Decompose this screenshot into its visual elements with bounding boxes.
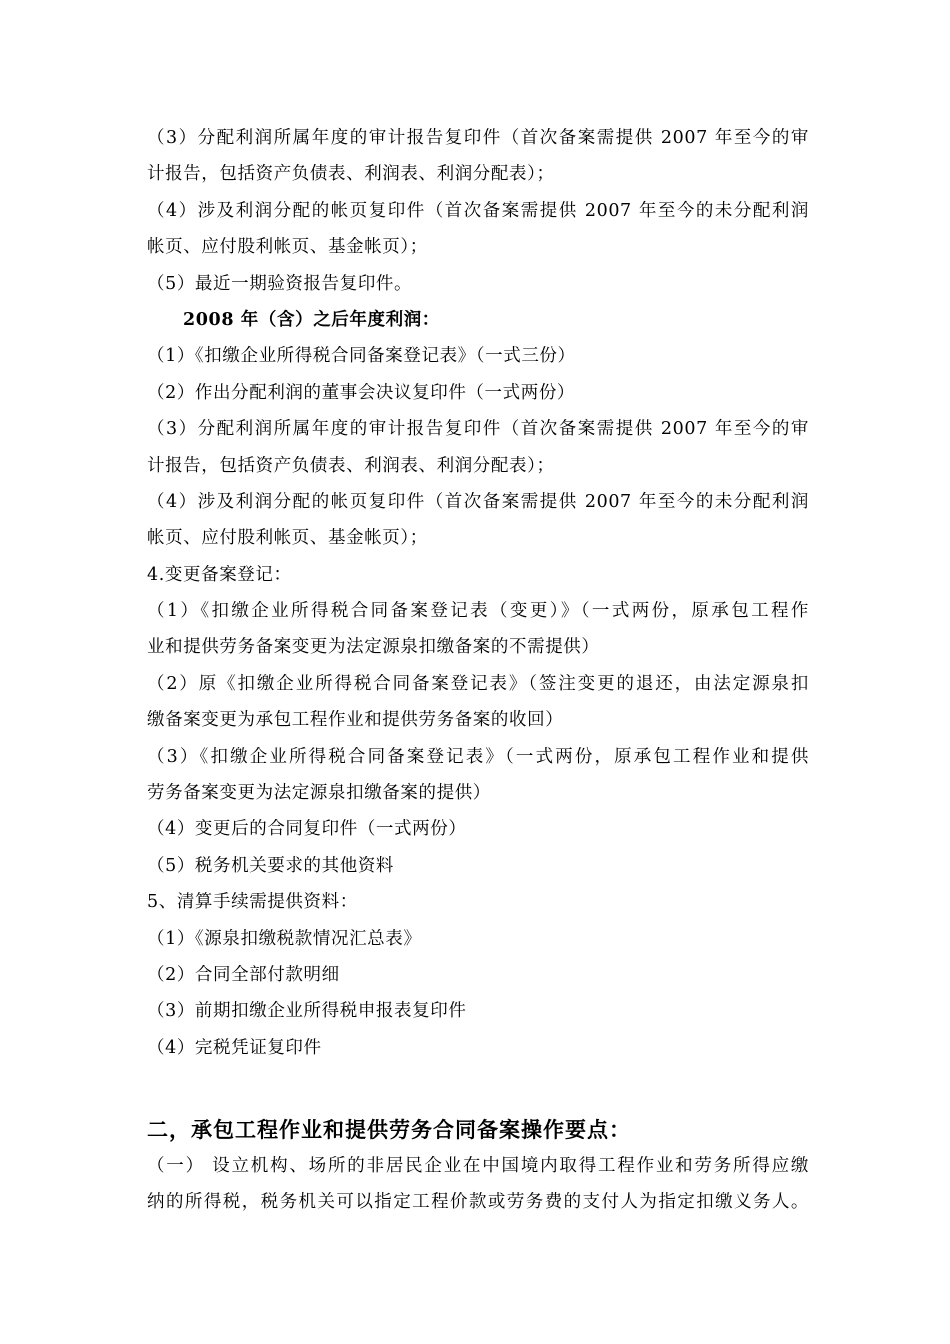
text-line: （1）《源泉扣缴税款情况汇总表》 <box>147 928 422 949</box>
section-heading: 二，承包工程作业和提供劳务合同备案操作要点： <box>147 1117 631 1142</box>
text-line: 缴备案变更为承包工程作业和提供劳务备案的收回） <box>147 710 564 731</box>
text-line: （2）原《扣缴企业所得税合同备案登记表》（签注变更的退还，由法定源泉扣 <box>147 673 809 694</box>
text-line: 业和提供劳务备案变更为法定源泉扣缴备案的不需提供） <box>147 637 600 658</box>
text-line: （3）分配利润所属年度的审计报告复印件（首次备案需提供 2007 年至今的审 <box>147 419 809 440</box>
text-line: 4.变更备案登记： <box>147 564 292 585</box>
section-paragraph <box>147 1148 809 1221</box>
text-line: 劳务备案变更为法定源泉扣缴备案的提供） <box>147 783 491 804</box>
text-line: （1）《扣缴企业所得税合同备案登记表》（一式三份） <box>147 346 576 367</box>
text-line: （2）作出分配利润的董事会决议复印件（一式两份） <box>147 382 576 403</box>
document-body <box>147 120 809 1066</box>
text-line: 5、清算手续需提供资料： <box>147 892 358 913</box>
text-line: 帐页、应付股利帐页、基金帐页）； <box>147 528 428 549</box>
text-line: （4）完税凭证复印件 <box>147 1037 322 1058</box>
text-line: （3）分配利润所属年度的审计报告复印件（首次备案需提供 2007 年至今的审 <box>147 128 809 148</box>
text-line: （4）涉及利润分配的帐页复印件（首次备案需提供 2007 年至今的未分配利润 <box>147 200 809 221</box>
text-line: 计报告，包括资产负债表、利润表、利润分配表）； <box>147 164 555 185</box>
text-line: 帐页、应付股利帐页、基金帐页）； <box>147 237 428 258</box>
text-line: （1）《扣缴企业所得税合同备案登记表（变更）》（一式两份，原承包工程作 <box>147 601 809 622</box>
text-line: （2）合同全部付款明细 <box>147 964 340 985</box>
text-line: （4）变更后的合同复印件（一式两份） <box>147 819 467 840</box>
text-line: 计报告，包括资产负债表、利润表、利润分配表）； <box>147 455 555 476</box>
paragraph-line: 纳的所得税，税务机关可以指定工程价款或劳务费的支付人为指定扣缴义务人。 <box>147 1192 809 1213</box>
text-line: （5）税务机关要求的其他资料 <box>147 855 395 876</box>
text-line: （3）《扣缴企业所得税合同备案登记表》（一式两份，原承包工程作业和提供 <box>147 746 809 767</box>
paragraph-line: （一） 设立机构、场所的非居民企业在中国境内取得工程作业和劳务所得应缴 <box>147 1156 809 1176</box>
text-line: （5）最近一期验资报告复印件。 <box>147 273 413 294</box>
text-line: （4）涉及利润分配的帐页复印件（首次备案需提供 2007 年至今的未分配利润 <box>147 491 809 512</box>
text-line: （3）前期扣缴企业所得税申报表复印件 <box>147 1001 467 1022</box>
sub-heading: 2008 年（含）之后年度利润： <box>183 309 440 330</box>
